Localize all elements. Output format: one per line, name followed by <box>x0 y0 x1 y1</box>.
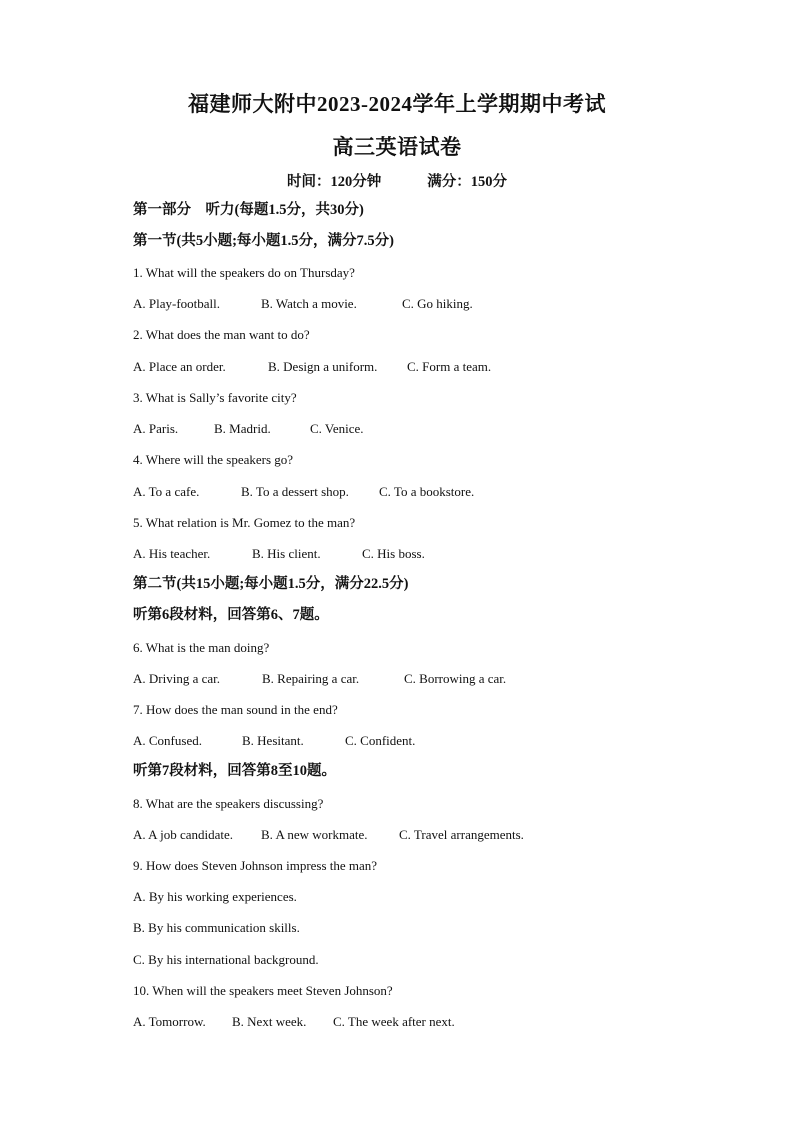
section2-heading: 第二节(共15小题;每小题1.5分，满分22.5分) <box>133 576 409 592</box>
exam-meta <box>0 170 794 191</box>
q5-option-a: A. His teacher. <box>133 546 211 561</box>
q8-option-b: B. A new workmate. <box>261 827 368 842</box>
exam-subtitle: 高三英语试卷 <box>332 135 462 159</box>
q7-option-b: B. Hesitant. <box>242 733 304 748</box>
exam-title: 福建师大附中2023-2024学年上学期期中考试 <box>188 92 606 116</box>
q6-option-b: B. Repairing a car. <box>262 671 360 686</box>
q6-option-a: A. Driving a car. <box>133 671 221 686</box>
q4-option-b: B. To a dessert shop. <box>241 484 349 499</box>
q7-stem: 7. How does the man sound in the end? <box>133 702 338 717</box>
section1-heading: 第一节(共5小题;每小题1.5分，满分7.5分) <box>133 233 394 249</box>
q2-stem: 2. What does the man want to do? <box>133 327 310 342</box>
q3-option-b: B. Madrid. <box>214 421 271 436</box>
q9-option-b: B. By his communication skills. <box>133 920 300 935</box>
q8-option-c: C. Travel arrangements. <box>399 827 524 842</box>
material7-instruction: 听第7段材料，回答第8至10题。 <box>133 763 336 779</box>
q1-option-a: A. Play-football. <box>133 296 221 311</box>
q5-option-b: B. His client. <box>252 546 321 561</box>
part1-heading: 第一部分 听力(每题1.5分，共30分) <box>133 202 364 218</box>
q1-option-b: B. Watch a movie. <box>261 296 357 311</box>
q4-stem: 4. Where will the speakers go? <box>133 452 294 467</box>
q9-option-c: C. By his international background. <box>133 952 319 967</box>
q2-option-b: B. Design a uniform. <box>268 359 378 374</box>
exam-time: 时间：120分钟 <box>287 174 382 190</box>
q4-option-c: C. To a bookstore. <box>379 484 475 499</box>
q10-stem: 10. When will the speakers meet Steven Johnson? <box>133 983 393 998</box>
q4-option-a: A. To a cafe. <box>133 484 200 499</box>
q7-option-c: C. Confident. <box>345 733 416 748</box>
q5-option-c: C. His boss. <box>362 546 425 561</box>
q3-option-a: A. Paris. <box>133 421 179 436</box>
q6-stem: 6. What is the man doing? <box>133 640 270 655</box>
q10-option-b: B. Next week. <box>232 1014 307 1029</box>
q6-option-c: C. Borrowing a car. <box>404 671 507 686</box>
q9-option-a: A. By his working experiences. <box>133 889 297 904</box>
material6-instruction: 听第6段材料，回答第6、7题。 <box>133 607 329 623</box>
q10-option-c: C. The week after next. <box>333 1014 455 1029</box>
q8-option-a: A. A job candidate. <box>133 827 234 842</box>
q8-stem: 8. What are the speakers discussing? <box>133 796 324 811</box>
q7-option-a: A. Confused. <box>133 733 202 748</box>
exam-score: 满分：150分 <box>427 174 507 190</box>
q1-stem: 1. What will the speakers do on Thursday? <box>133 265 355 280</box>
q9-stem: 9. How does Steven Johnson impress the man? <box>133 858 378 873</box>
q2-option-a: A. Place an order. <box>133 359 226 374</box>
q2-option-c: C. Form a team. <box>407 359 492 374</box>
q3-option-c: C. Venice. <box>310 421 364 436</box>
q3-stem: 3. What is Sally’s favorite city? <box>133 390 297 405</box>
q1-option-c: C. Go hiking. <box>402 296 473 311</box>
q5-stem: 5. What relation is Mr. Gomez to the man? <box>133 515 356 530</box>
q10-option-a: A. Tomorrow. <box>133 1014 206 1029</box>
